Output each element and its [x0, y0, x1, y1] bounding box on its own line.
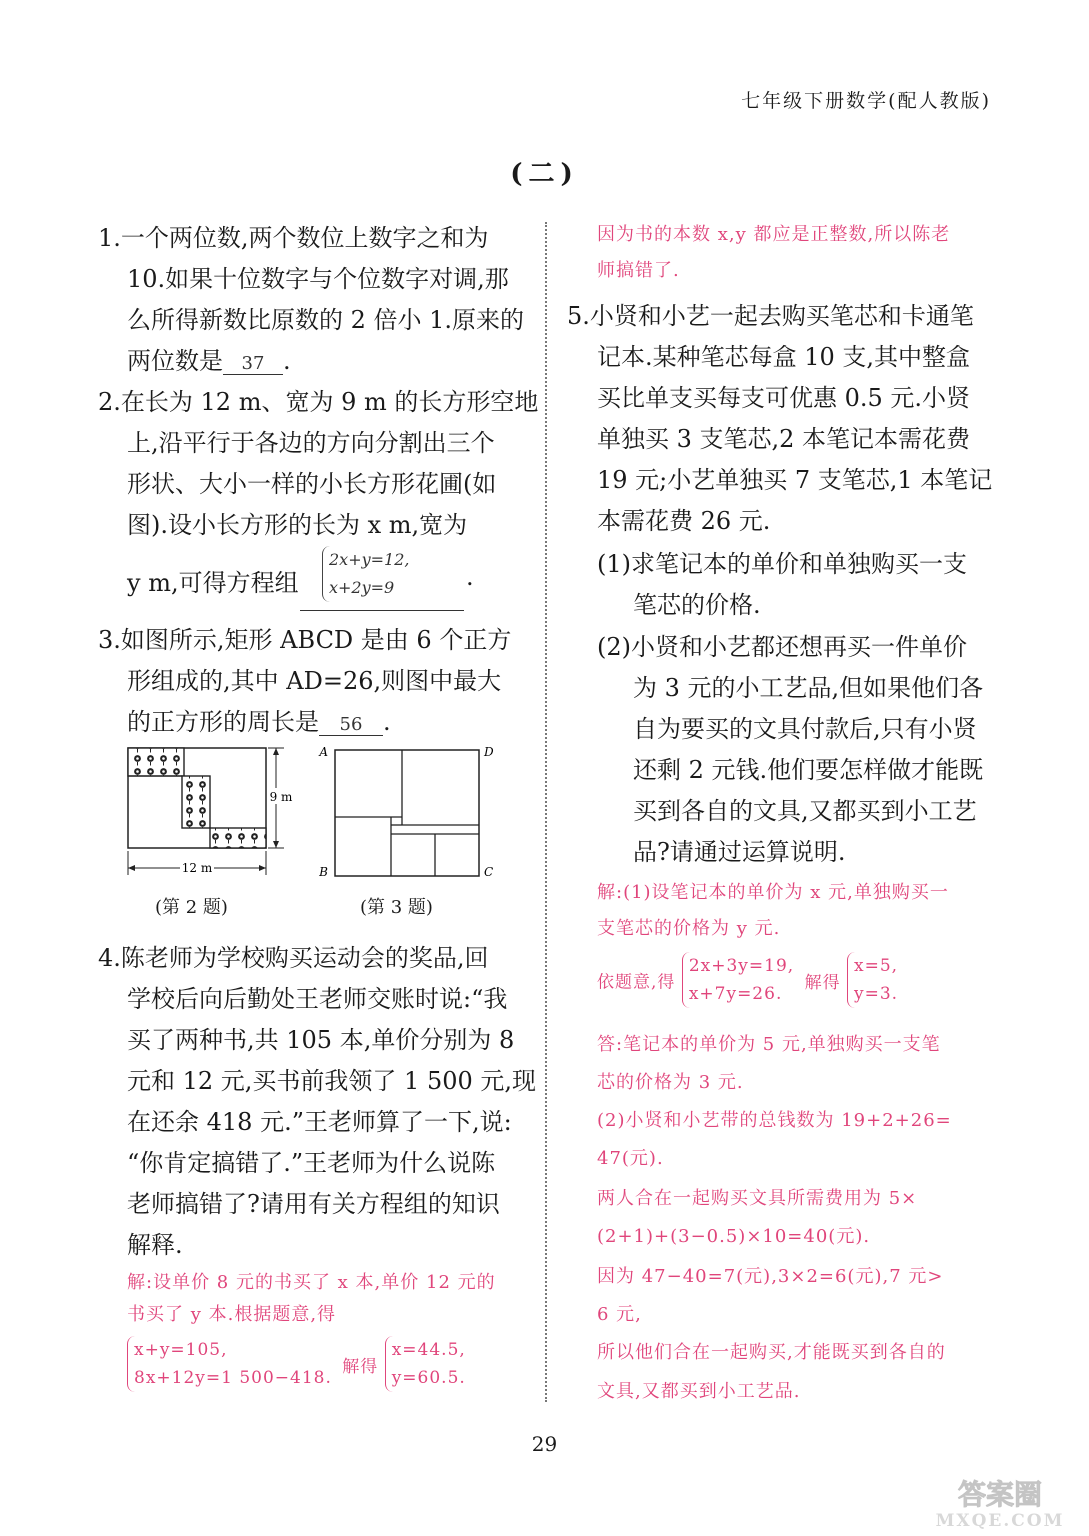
fig3-label-b: B	[319, 865, 328, 879]
q4-line: 元和 12 元,买书前我领了 1 500 元,现	[127, 1067, 537, 1095]
q2-prefix: y m,可得方程组	[127, 569, 299, 597]
q5-part1-line: (1)求笔记本的单价和单独购买一支	[597, 550, 967, 578]
q5-line: 单独买 3 支笔芯,2 本笔记本需花费	[597, 425, 971, 453]
q5-answer-line: (2)小贤和小艺带的总钱数为 19+2+26=	[597, 1110, 952, 1131]
q5-basis-label: 依题意,得	[597, 972, 676, 993]
q1-prefix: 两位数是	[127, 347, 223, 375]
q4-line: “你肯定搞错了.”王老师为什么说陈	[127, 1149, 496, 1177]
q3-prefix: 的正方形的周长是	[127, 708, 319, 736]
q3-answer-line	[127, 702, 391, 737]
q4-sol-eq2: y=60.5.	[391, 1368, 466, 1388]
q4-solution-system	[127, 1336, 466, 1392]
q5-answer-line: 47(元).	[597, 1148, 664, 1169]
page-number: 29	[531, 1432, 558, 1456]
q5-part2-line: 品?请通过运算说明.	[633, 838, 846, 866]
q4-solution-line: 解:设单价 8 元的书买了 x 本,单价 12 元的	[127, 1272, 496, 1293]
figure-2-diagram	[118, 740, 308, 885]
q5-sys-eq2: x+7y=26.	[688, 984, 783, 1004]
q2-line: 2.在长为 12 m、宽为 9 m 的长方形空地	[98, 388, 539, 416]
q5-line: 19 元;小艺单独买 7 支笔芯,1 本笔记	[597, 466, 993, 494]
q5-solution-line: 解:(1)设笔记本的单价为 x 元,单独购买一	[597, 882, 949, 903]
fig3-caption: (第 3 题)	[360, 897, 433, 918]
q5-part2-line: 自为要买的文具付款后,只有小贤	[633, 715, 977, 743]
q1-suffix: .	[283, 347, 291, 375]
q5-solved-label: 解得	[804, 972, 841, 993]
q4-line: 买了两种书,共 105 本,单价分别为 8	[127, 1026, 515, 1054]
q5-answer-line: 芯的价格为 3 元.	[597, 1072, 744, 1093]
watermark-text: 答案圈	[957, 1478, 1043, 1511]
q2-line: 图).设小长方形的长为 x m,宽为	[127, 511, 468, 539]
q5-answer-line: 6 元,	[597, 1304, 642, 1325]
q4-line: 解释.	[127, 1231, 183, 1259]
q4-solved-label: 解得	[342, 1356, 379, 1377]
q4-solution-values	[385, 1336, 466, 1392]
q4-sol-eq1: x=44.5,	[391, 1340, 466, 1360]
watermark-subtext: MXQE.COM	[935, 1511, 1065, 1530]
fig2-width-label: 12 m	[181, 861, 213, 875]
section-title: (二)	[510, 159, 579, 189]
q5-answer-line: 答:笔记本的单价为 5 元,单独购买一支笔	[597, 1034, 941, 1055]
fig3-label-d: D	[484, 745, 494, 759]
q1-line: 10.如果十位数字与个位数字对调,那	[127, 265, 509, 293]
q1-line: 么所得新数比原数的 2 倍小 1.原来的	[127, 306, 525, 334]
q5-solution-line: 支笔芯的价格为 y 元.	[597, 918, 781, 939]
q2-line: 上,沿平行于各边的方向分割出三个	[127, 429, 495, 457]
q5-answer-line: 两人合在一起购买文具所需费用为 5×	[597, 1188, 918, 1209]
q5-solution-values	[847, 952, 898, 1008]
q1-answer-line	[127, 341, 291, 376]
q3-answer: 56	[319, 714, 383, 736]
fig3-label-c: C	[484, 865, 494, 879]
q2-suffix: .	[466, 563, 474, 591]
q5-solution-system	[597, 952, 898, 1008]
q4-continuation-line: 因为书的本数 x,y 都应是正整数,所以陈老	[597, 224, 951, 245]
q5-part1-line: 笔芯的价格.	[633, 591, 761, 619]
q4-solution-line: 书买了 y 本.根据题意,得	[127, 1304, 337, 1325]
q5-answer-line: (2+1)+(3−0.5)×10=40(元).	[597, 1226, 871, 1247]
q5-equation-system	[682, 952, 794, 1008]
q2-line: 形状、大小一样的小长方形花圃(如	[127, 470, 497, 498]
q2-answer-system	[322, 546, 410, 602]
figure-3-diagram	[318, 742, 503, 882]
q5-sys-eq1: 2x+3y=19,	[688, 956, 795, 976]
q4-line: 4.陈老师为学校购买运动会的奖品,回	[98, 944, 489, 972]
q5-part2-line: 还剩 2 元钱.他们要怎样做才能既	[633, 756, 984, 784]
fig2-caption: (第 2 题)	[155, 897, 228, 918]
q3-suffix: .	[383, 708, 391, 736]
fig2-height-label: 9 m	[269, 790, 293, 804]
q2-answer-eq1: 2x+y=12,	[329, 550, 410, 569]
q4-sys-eq1: x+y=105,	[134, 1340, 228, 1360]
q2-answer-blank	[300, 544, 464, 611]
q1-line: 1.一个两位数,两个数位上数字之和为	[98, 224, 489, 252]
q4-sys-eq2: 8x+12y=1 500−418.	[134, 1368, 332, 1388]
q5-line: 记本.某种笔芯每盒 10 支,其中整盒	[597, 343, 971, 371]
fig3-label-a: A	[319, 745, 328, 759]
q4-line: 在还余 418 元.”王老师算了一下,说:	[127, 1108, 512, 1136]
q2-answer-eq2: x+2y=9	[329, 578, 395, 597]
q5-part2-line: 买到各自的文具,又都买到小工艺	[633, 797, 977, 825]
page-header: 七年级下册数学(配人教版)	[741, 90, 991, 112]
column-divider	[545, 222, 547, 1402]
q5-answer-line: 文具,又都买到小工艺品.	[597, 1381, 801, 1402]
q5-line: 买比单支买每支可优惠 0.5 元.小贤	[597, 384, 971, 412]
q5-part2-line: 为 3 元的小工艺品,但如果他们各	[633, 674, 984, 702]
q3-line: 3.如图所示,矩形 ABCD 是由 6 个正方	[98, 626, 512, 654]
q4-continuation-line: 师搞错了.	[597, 260, 680, 281]
q5-sol-eq2: y=3.	[853, 984, 899, 1004]
q5-sol-eq1: x=5,	[853, 956, 899, 976]
q5-line: 5.小贤和小艺一起去购买笔芯和卡通笔	[567, 302, 974, 330]
q1-answer: 37	[223, 353, 283, 375]
q4-line: 老师搞错了?请用有关方程组的知识	[127, 1190, 500, 1218]
q4-equation-system	[127, 1336, 332, 1392]
q4-line: 学校后向后勤处王老师交账时说:“我	[127, 985, 508, 1013]
q5-part2-line: (2)小贤和小艺都还想再买一件单价	[597, 633, 967, 661]
q5-answer-line: 所以他们合在一起购买,才能既买到各自的	[597, 1342, 946, 1363]
q3-line: 形组成的,其中 AD=26,则图中最大	[127, 667, 502, 695]
q5-answer-line: 因为 47−40=7(元),3×2=6(元),7 元>	[597, 1266, 944, 1287]
q5-line: 本需花费 26 元.	[597, 507, 771, 535]
watermark-logo	[925, 1474, 1075, 1530]
